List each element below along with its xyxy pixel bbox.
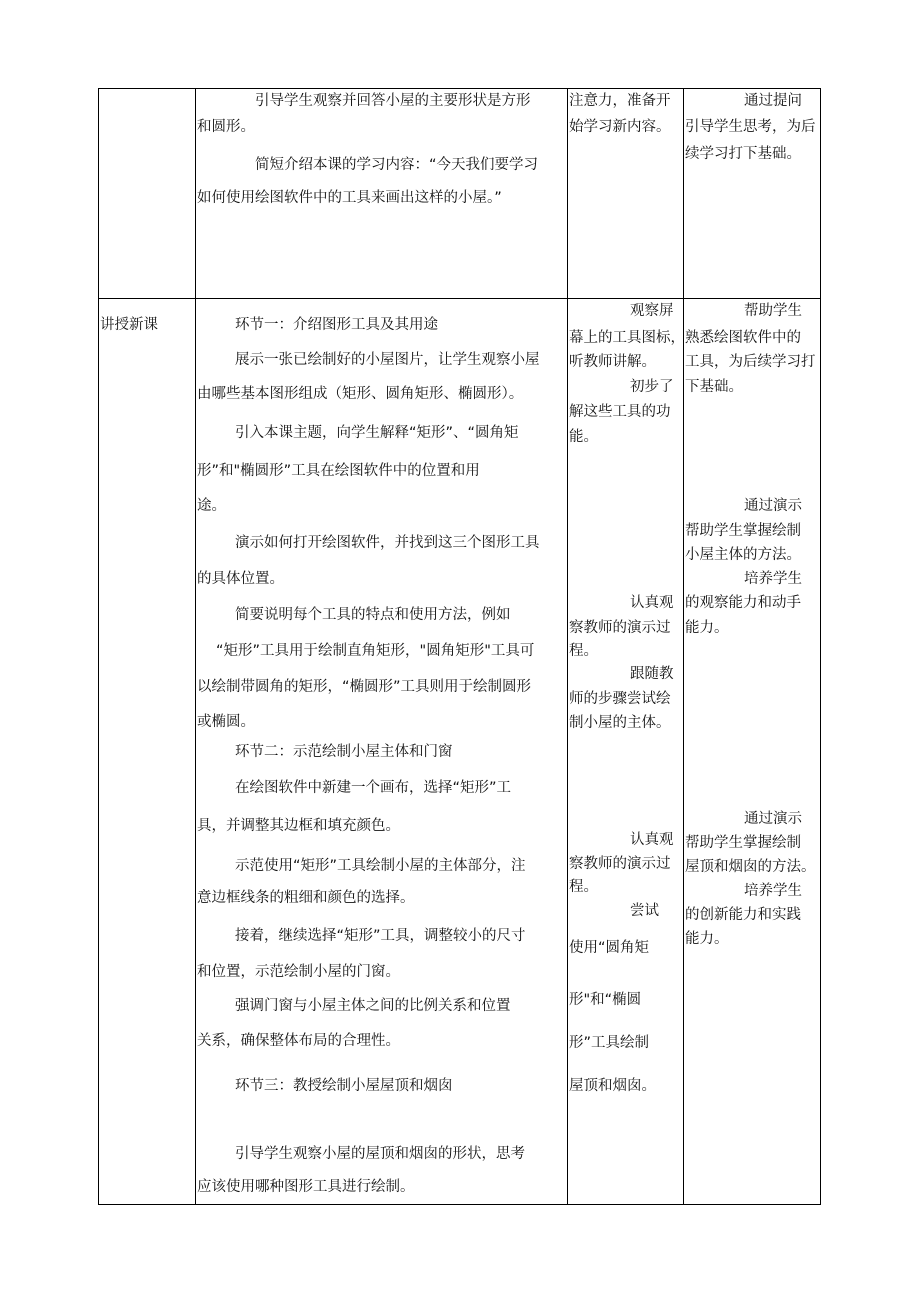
design-intent-line: 培养学生	[744, 571, 802, 587]
student-activity-line: 初步了	[630, 379, 674, 395]
content-line: 演示如何打开绘图软件，并找到这三个图形工具	[235, 535, 540, 551]
student-activity-line: 尝试	[630, 903, 659, 919]
content-line: 引导学生观察小屋的屋顶和烟囱的形状，思考	[235, 1146, 525, 1162]
content-line: 简要说明每个工具的特点和使用方法，例如	[235, 607, 511, 623]
design-intent-line: 能力。	[685, 620, 729, 636]
content-line: 形”和"椭圆形”工具在绘图软件中的位置和用	[197, 463, 480, 479]
content-line: 示范使用“矩形”工具绘制小屋的主体部分，注	[235, 858, 526, 874]
student-activity-line: 跟随教	[630, 666, 674, 682]
column-divider-2	[567, 88, 568, 1205]
student-activity-line: 听教师讲解。	[569, 354, 656, 370]
design-intent-line: 培养学生	[744, 883, 802, 899]
design-intent-line: 的创新能力和实践	[685, 907, 801, 923]
design-intent-line: 能力。	[685, 931, 729, 947]
row1-content-line: 如何使用绘图软件中的工具来画出这样的小屋。”	[197, 190, 502, 206]
content-line: 和位置，示范绘制小屋的门窗。	[197, 964, 400, 980]
stage-label: 讲授新课	[100, 317, 158, 333]
student-activity-line: 认真观	[630, 832, 674, 848]
design-intent-line: 小屋主体的方法。	[685, 547, 801, 563]
column-divider-3	[683, 88, 684, 1205]
design-intent-line: 熟悉绘图软件中的	[685, 330, 801, 346]
design-intent-line: 帮助学生掌握绘制	[685, 835, 801, 851]
student-activity-line: 程。	[569, 879, 598, 895]
student-activity-line: 观察屏	[630, 303, 674, 319]
section-heading: 环节三：教授绘制小屋屋顶和烟囱	[235, 1078, 453, 1094]
design-intent-line: 通过演示	[744, 498, 802, 514]
student-activity-line: 屋顶和烟囱。	[569, 1078, 656, 1094]
student-activity-line: 解这些工具的功	[569, 404, 671, 420]
design-intent-line: 的观察能力和动手	[685, 595, 801, 611]
section-heading: 环节一：介绍图形工具及其用途	[235, 317, 438, 333]
content-line: 展示一张已绘制好的小屋图片，让学生观察小屋	[235, 352, 540, 368]
student-activity-line: 察教师的演示过	[569, 856, 671, 872]
content-line: 在绘图软件中新建一个画布，选择“矩形”工	[235, 780, 512, 796]
content-line: 途。	[197, 498, 226, 514]
student-activity-line: 幕上的工具图标，	[569, 330, 685, 346]
column-divider-1	[195, 88, 196, 1205]
content-line: “矩形”工具用于绘制直角矩形，"圆角矩形"工具可	[216, 643, 535, 659]
student-activity-line: 认真观	[630, 595, 674, 611]
design-intent-line: 工具，为后续学习打	[685, 354, 816, 370]
content-line: 由哪些基本图形组成（矩形、圆角矩形、椭圆形）。	[197, 386, 524, 402]
row1-student-line: 注意力，准备开	[569, 93, 671, 109]
row1-intent-line: 续学习打下基础。	[685, 146, 801, 162]
section-heading: 环节二：示范绘制小屋主体和门窗	[235, 744, 453, 760]
content-line: 强调门窗与小屋主体之间的比例关系和位置	[235, 998, 511, 1014]
student-activity-line: 形"和“椭圆	[569, 992, 642, 1008]
content-line: 具，并调整其边框和填充颜色。	[197, 818, 400, 834]
content-line: 的具体位置。	[197, 571, 284, 587]
student-activity-line: 形”工具绘制	[569, 1035, 650, 1051]
row1-content-line: 引导学生观察并回答小屋的主要形状是方形	[255, 93, 531, 109]
row1-intent-line: 通过提问	[744, 93, 802, 109]
student-activity-line: 师的步骤尝试绘	[569, 691, 671, 707]
student-activity-line: 能。	[569, 429, 598, 445]
table-border-left	[98, 88, 99, 1205]
row1-content-line: 和圆形。	[197, 119, 255, 135]
row-divider	[98, 298, 821, 299]
row1-intent-line: 引导学生思考，为后	[685, 119, 816, 135]
content-line: 接着，继续选择“矩形”工具，调整较小的尺寸	[235, 928, 526, 944]
row1-student-line: 始学习新内容。	[569, 119, 671, 135]
content-line: 以绘制带圆角的矩形，“椭圆形”工具则用于绘制圆形	[197, 679, 532, 695]
design-intent-line: 帮助学生	[744, 303, 802, 319]
table-border-right	[820, 88, 821, 1205]
student-activity-line: 使用“圆角矩	[569, 940, 650, 956]
table-border-top	[98, 88, 821, 89]
design-intent-line: 通过演示	[744, 811, 802, 827]
content-line: 意边框线条的粗细和颜色的选择。	[197, 890, 415, 906]
content-line: 引入本课主题，向学生解释“矩形”、“圆角矩	[235, 425, 519, 441]
content-line: 或椭圆。	[197, 714, 255, 730]
design-intent-line: 屋顶和烟囱的方法。	[685, 859, 816, 875]
design-intent-line: 帮助学生掌握绘制	[685, 523, 801, 539]
content-line: 应该使用哪种图形工具进行绘制。	[197, 1179, 415, 1195]
content-line: 关系，确保整体布局的合理性。	[197, 1033, 400, 1049]
row1-content-line: 简短介绍本课的学习内容：“今天我们要学习	[255, 157, 539, 173]
design-intent-line: 下基础。	[685, 379, 743, 395]
student-activity-line: 程。	[569, 643, 598, 659]
student-activity-line: 察教师的演示过	[569, 620, 671, 636]
table-border-bottom	[98, 1204, 821, 1205]
student-activity-line: 制小屋的主体。	[569, 715, 671, 731]
